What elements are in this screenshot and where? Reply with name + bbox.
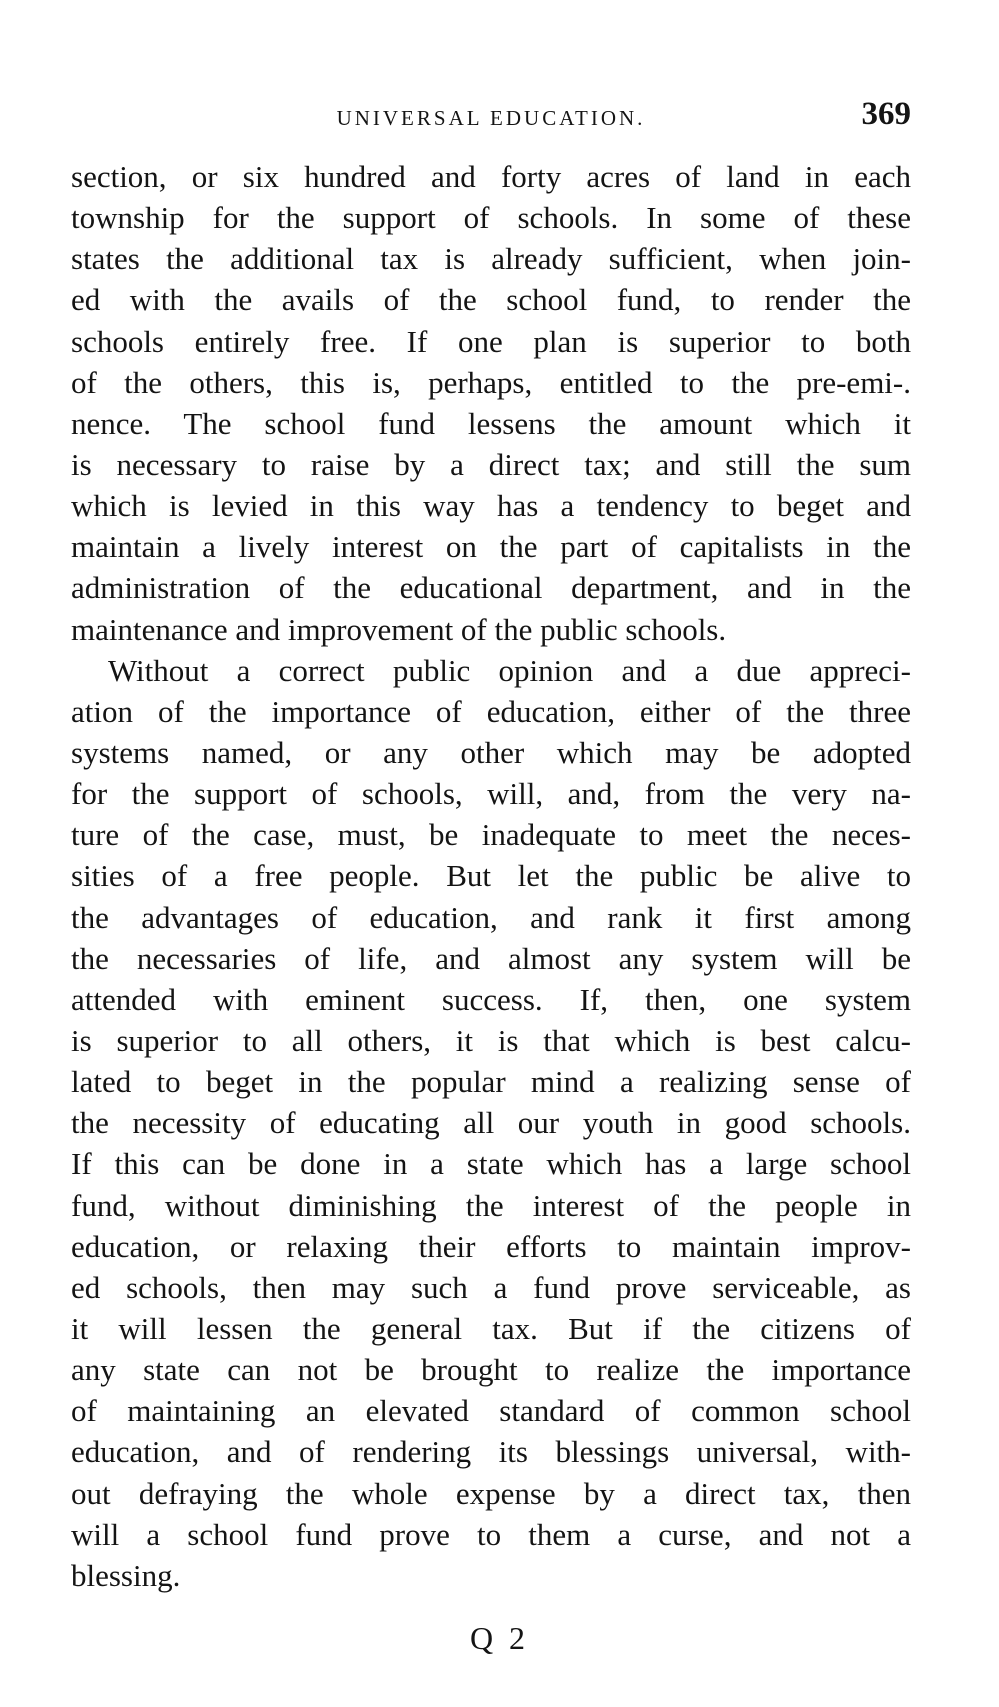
running-head: [71, 92, 911, 142]
text-line: for the support of schools, will, and, from the very na-: [71, 776, 911, 812]
text-line: blessing.: [71, 1557, 181, 1593]
text-line: nence. The school fund lessens the amount which it: [71, 405, 911, 441]
body-text: [71, 156, 911, 1596]
text-line: schools entirely free. If one plan is superior to both: [71, 323, 911, 359]
page-number: 369: [861, 96, 911, 132]
text-line: is superior to all others, it is that which is best calcu-: [71, 1022, 911, 1058]
text-line: the necessaries of life, and almost any system will be: [71, 940, 911, 976]
text-line: ation of the importance of education, either of the three: [71, 693, 911, 729]
running-title: UNIVERSAL EDUCATION.: [336, 106, 646, 130]
text-line: education, or relaxing their efforts to maintain improv-: [71, 1228, 911, 1264]
text-line: systems named, or any other which may be adopted: [71, 734, 911, 770]
text-line: the advantages of education, and rank it first among: [71, 899, 911, 935]
text-line: education, and of rendering its blessings universal, with-: [71, 1434, 911, 1470]
text-line: maintain a lively interest on the part of capitalists in the: [71, 529, 911, 565]
text-line: which is levied in this way has a tendency to beget and: [71, 488, 911, 524]
text-line: administration of the educational department, and in the: [71, 570, 911, 606]
text-line: ed with the avails of the school fund, to render the: [71, 282, 911, 318]
text-line: section, or six hundred and forty acres of land in each: [71, 159, 911, 194]
text-line: Without a correct public opinion and a due appreci-: [108, 652, 911, 688]
text-line: lated to beget in the popular mind a realizing sense of: [71, 1064, 911, 1100]
text-line: fund, without diminishing the interest of the people in: [71, 1187, 911, 1223]
text-line: If this can be done in a state which has a large school: [71, 1146, 911, 1182]
text-line: sities of a free people. But let the public be alive to: [71, 858, 911, 894]
text-line: the necessity of educating all our youth in good schools.: [71, 1105, 911, 1141]
text-line: ed schools, then may such a fund prove serviceable, as: [71, 1269, 911, 1305]
text-line: is necessary to raise by a direct tax; and still the sum: [71, 446, 911, 482]
text-line: of the others, this is, perhaps, entitled to the pre-emi-.: [71, 364, 911, 400]
text-line: any state can not be brought to realize the importance: [71, 1352, 911, 1388]
text-line: states the additional tax is already sufficient, when join-: [71, 241, 911, 277]
text-line: will a school fund prove to them a curse, and not a: [71, 1516, 911, 1552]
text-line: township for the support of schools. In some of these: [71, 200, 911, 236]
text-line: it will lessen the general tax. But if the citizens of: [71, 1310, 911, 1346]
signature-mark: Q 2: [469, 1620, 530, 1656]
paragraph-1: [71, 156, 911, 650]
text-line: out defraying the whole expense by a direct tax, then: [71, 1475, 911, 1511]
text-line: ture of the case, must, be inadequate to meet the neces-: [71, 817, 911, 853]
text-line: of maintaining an elevated standard of common school: [71, 1393, 911, 1429]
paragraph-2: [71, 650, 911, 1596]
text-line: attended with eminent success. If, then, one system: [71, 981, 911, 1017]
text-line: maintenance and improvement of the public schools.: [71, 611, 727, 647]
